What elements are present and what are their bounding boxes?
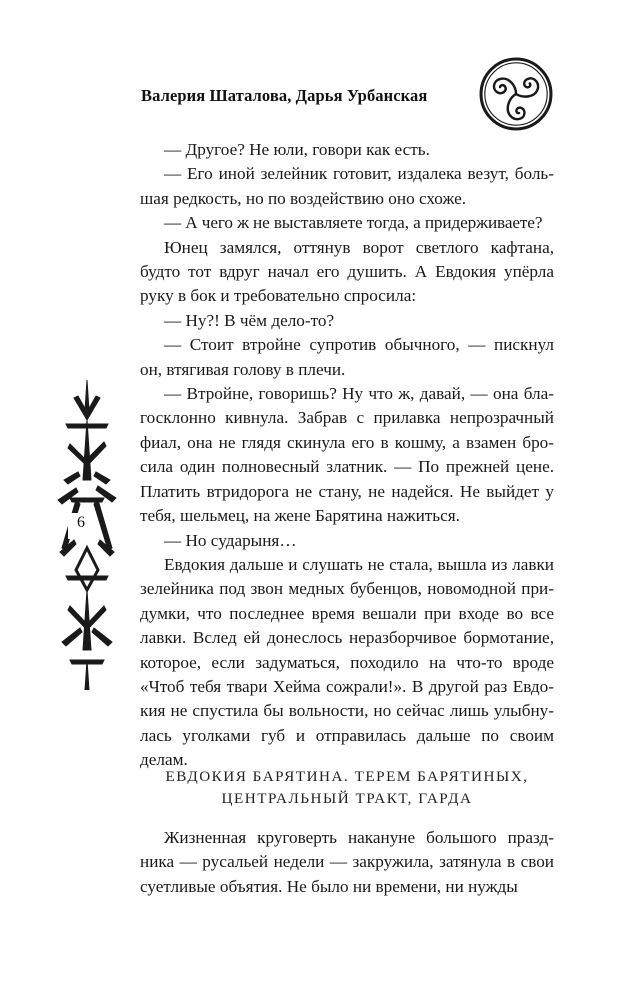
- main-text-continued: [140, 826, 554, 899]
- paragraph: — Его иной зелейник готовит, издалека везут, большая редкость, но по воздействию оно схоже.: [140, 164, 554, 208]
- section-heading-line-2: ЦЕНТРАЛЬНЫЙ ТРАКТ, ГАРДА: [221, 790, 473, 807]
- paragraph: — Ну?! В чём дело-то?: [164, 310, 335, 330]
- paragraph: — Другое? Не юли, говори как есть.: [164, 140, 430, 159]
- triskele-icon: [478, 56, 554, 132]
- page-number: 6: [77, 514, 85, 531]
- paragraph: — Втройне, говоришь? Ну что ж, давай, — она благосклонно кивнула. Забрав с прилавка непрозрачный фиал, она не глядя скинула его в кошму, а взамен бросила один полновесный златник. — По прежней цене. Платить втридорога не стану, не надейся. Не выйдет у тебя, шельмец, на жене Барятина нажиться.: [140, 384, 554, 526]
- paragraph: — Но сударыня…: [164, 530, 297, 550]
- running-header-author: Валерия Шаталова, Дарья Урбанская: [141, 86, 428, 105]
- main-text: [140, 138, 554, 773]
- paragraph: — А чего ж не выставляете тогда, а придерживаете?: [164, 213, 543, 233]
- paragraph: Юнец замялся, оттянув ворот светлого кафтана, будто тот вдруг начал его душить. А Евдокия упёрла руку в бок и требовательно спросила:: [140, 237, 554, 306]
- section-heading: [140, 766, 554, 810]
- section-heading-line-1: ЕВДОКИЯ БАРЯТИНА. ТЕРЕМ БАРЯТИНЫХ,: [165, 768, 529, 785]
- paragraph: — Стоит втройне супротив обычного, — пискнул он, втягивая голову в плечи.: [140, 335, 554, 379]
- paragraph: Жизненная круговерть накануне большого праздника — русальей недели — закружила, затянула в свои суетливые объятия. Не было ни времени, ни нужды: [140, 828, 554, 896]
- paragraph: Евдокия дальше и слушать не стала, вышла из лавки зелейника под звон медных бубенцов, новомодной придумки, что последнее время вешали при входе во все лавки. Вслед ей донеслось неразборчивое бормотание, которое, если задуматься, походило на что-то вроде «Чтоб тебя твари Хейма сожрали!». В другой раз Евдокия не спустила бы вольности, но сейчас лишь улыбнулась уголками губ и отправилась дальше по своим делам.: [140, 554, 554, 770]
